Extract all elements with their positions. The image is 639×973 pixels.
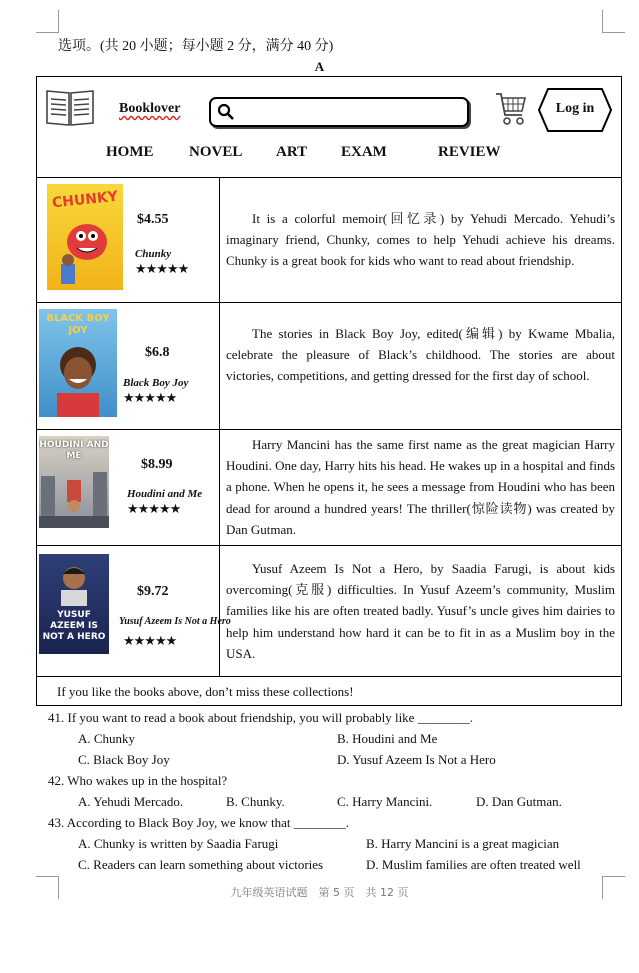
site-header: [37, 77, 621, 178]
section-instruction: 选项。(共 20 小题；每小题 2 分，满分 40 分): [58, 39, 334, 54]
book-info-cell: [37, 430, 220, 545]
rating-stars: ★★★★★: [123, 391, 177, 406]
book-row-black-boy-joy: [37, 303, 621, 430]
rating-stars: ★★★★★: [135, 262, 189, 277]
question-41-option-d[interactable]: D. Yusuf Azeem Is Not a Hero: [337, 752, 496, 767]
boy-illustration: [39, 309, 117, 417]
book-info-cell: [37, 303, 220, 429]
search-input[interactable]: [239, 102, 463, 122]
book-description-cell: [220, 178, 621, 302]
book-row-yusuf-azeem: [37, 546, 621, 677]
book-cover-black-boy-joy[interactable]: [39, 309, 117, 417]
section-letter: A: [314, 59, 325, 74]
book-description-cell: [220, 303, 621, 429]
site-brand[interactable]: Booklover: [119, 101, 181, 116]
book-info-cell: [37, 546, 231, 676]
cover-title: YUSUF AZEEM IS NOT A HERO: [42, 610, 106, 642]
nav-novel[interactable]: NOVEL: [189, 144, 243, 160]
book-price: $9.72: [137, 584, 169, 599]
question-43-option-b[interactable]: B. Harry Mancini is a great magician: [366, 836, 560, 851]
question-42-option-a[interactable]: A. Yehudi Mercado.: [78, 794, 184, 809]
question-42-option-b[interactable]: B. Chunky.: [226, 794, 285, 809]
monster-illustration: [47, 184, 123, 290]
book-title: Yusuf Azeem Is Not a Hero: [119, 616, 231, 627]
nav-exam[interactable]: EXAM: [341, 144, 387, 160]
nav-home[interactable]: HOME: [106, 144, 154, 160]
book-price: $4.55: [137, 212, 169, 227]
login-button[interactable]: [538, 87, 612, 133]
question-41-option-c[interactable]: C. Black Boy Joy: [78, 752, 170, 767]
question-43-stem: 43. According to Black Boy Joy, we know that ________.: [48, 815, 350, 830]
question-43-option-a[interactable]: A. Chunky is written by Saadia Farugi: [78, 836, 279, 851]
question-42-stem: 42. Who wakes up in the hospital?: [48, 773, 228, 788]
city-illustration: [39, 436, 109, 528]
boy-reading-illustration: [39, 554, 109, 654]
page-footer: 九年级英语试题 第 5 页 共 12 页: [230, 886, 409, 899]
book-info-cell: [37, 178, 220, 302]
question-41-option-b[interactable]: B. Houdini and Me: [337, 731, 438, 746]
bookstore-frame: [36, 76, 622, 706]
book-row-houdini-and-me: [37, 430, 621, 546]
question-41-option-a[interactable]: A. Chunky: [78, 731, 136, 746]
open-book-icon: [45, 85, 95, 127]
book-cover-chunky[interactable]: [47, 184, 123, 290]
login-label: Log in: [555, 101, 595, 116]
cover-title: BLACK BOY JOY: [46, 313, 110, 336]
search-icon[interactable]: [217, 103, 235, 121]
collections-note: If you like the books above, don’t miss these collections!: [57, 684, 354, 699]
cover-title: CHUNKY: [51, 188, 119, 212]
rating-stars: ★★★★★: [127, 502, 181, 517]
book-row-chunky: [37, 178, 621, 303]
question-42-option-d[interactable]: D. Dan Gutman.: [476, 794, 562, 809]
nav-review[interactable]: REVIEW: [438, 144, 501, 160]
crop-mark-top-right: [602, 10, 625, 33]
book-description: It is a colorful memoir(回忆录) by Yehudi Mercado. Yehudi’s imaginary friend, Chunky, comes to help Yehudi achieve his dreams. Chunky is a great book for kids who want to read about friendship.: [226, 211, 615, 269]
book-cover-houdini-and-me[interactable]: [39, 436, 109, 528]
book-cover-yusuf-azeem[interactable]: [39, 554, 109, 654]
book-price: $8.99: [141, 457, 173, 472]
book-description: The stories in Black Boy Joy, edited(编辑) by Kwame Mbalia, celebrate the pleasure of Black’s childhood. The stories are about victories, competitions, and getting dressed for the first day of school.: [226, 326, 615, 384]
collections-note-row: [37, 677, 621, 705]
book-description: Harry Mancini has the same first name as the great magician Harry Houdini. One day, Harry hits his head. He wakes up in a hospital and finds a phone. When he opens it, he sees a message from Houdini who has been dead for around a hundred years! The thriller(惊险读物) was created by Dan Gutman.: [226, 437, 615, 537]
book-description-cell: [220, 546, 621, 676]
book-description-cell: [220, 430, 621, 545]
search-bar[interactable]: [209, 97, 469, 127]
nav-art[interactable]: ART: [276, 144, 308, 160]
question-43-option-d[interactable]: D. Muslim families are often treated well: [366, 857, 581, 872]
question-42-option-c[interactable]: C. Harry Mancini.: [337, 794, 433, 809]
book-price: $6.8: [145, 345, 170, 360]
book-title: Chunky: [135, 248, 172, 260]
question-41-stem: 41. If you want to read a book about friendship, you will probably like ________.: [48, 710, 473, 725]
book-title: Houdini and Me: [127, 488, 203, 500]
question-43-option-c[interactable]: C. Readers can learn something about victories: [78, 857, 324, 872]
cover-title: HOUDINI AND ME: [39, 440, 109, 461]
crop-mark-top-left: [36, 10, 59, 33]
book-title: Black Boy Joy: [123, 377, 189, 389]
book-description: Yusuf Azeem Is Not a Hero, by Saadia Farugi, is about kids overcoming(克服) difficulties. In Yusuf Azeem’s community, Muslim families like his are often treated badly. Yusuf’s uncle gives him dairies to help him understand how hard it can be to fit in as a Muslim boy in the USA.: [226, 561, 615, 661]
rating-stars: ★★★★★: [123, 634, 177, 649]
shopping-cart-icon[interactable]: [495, 91, 527, 127]
